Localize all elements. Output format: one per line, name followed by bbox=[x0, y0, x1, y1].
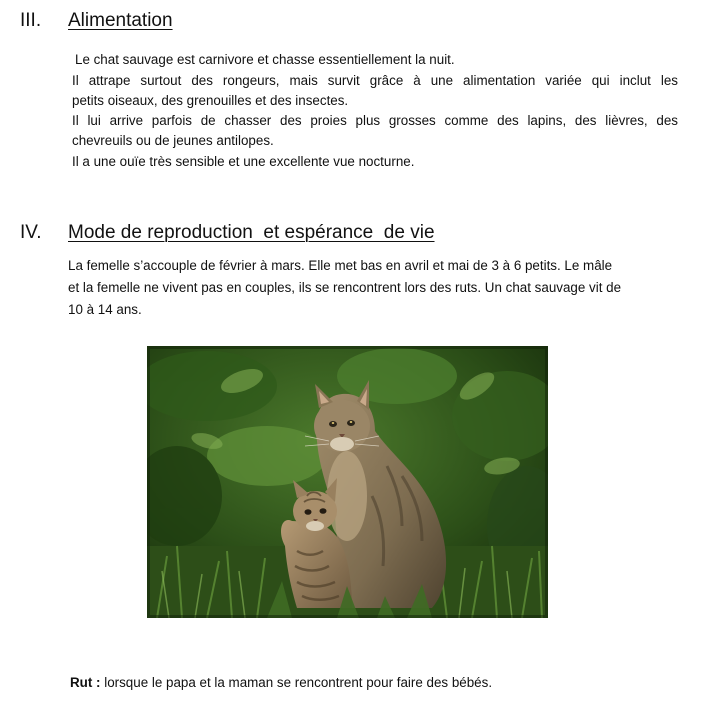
rut-definition-text: lorsque le papa et la maman se rencontrent pour faire des bébés. bbox=[100, 675, 493, 690]
section-4-title: Mode de reproduction et espérance de vie bbox=[68, 222, 435, 243]
section-3-number: III. bbox=[20, 10, 42, 31]
wildcat-photo bbox=[147, 346, 548, 618]
section-3-title: Alimentation bbox=[68, 10, 173, 31]
section-3-line-2: Il attrape surtout des rongeurs, mais survit grâce à une alimentation variée qui inclut les bbox=[72, 73, 678, 88]
section-4-number: IV. bbox=[20, 222, 42, 243]
section-3-line-1: Le chat sauvage est carnivore et chasse essentiellement la nuit. bbox=[75, 52, 455, 67]
rut-definition bbox=[70, 673, 492, 693]
section-4-line-1: La femelle s’accouple de février à mars. Elle met bas en avril et mai de 3 à 6 petits. Le mâle bbox=[68, 258, 613, 273]
section-3-line-4: Il lui arrive parfois de chasser des proies plus grosses comme des lapins, des lièvres, des bbox=[72, 113, 678, 128]
section-3-line-3: petits oiseaux, des grenouilles et des insectes. bbox=[72, 93, 349, 108]
section-4-line-3: 10 à 14 ans. bbox=[68, 302, 142, 317]
section-3-line-5: chevreuils ou de jeunes antilopes. bbox=[72, 133, 274, 148]
section-4-line-2: et la femelle ne vivent pas en couples, ils se rencontrent lors des ruts. Un chat sauvage vit de bbox=[68, 280, 622, 295]
section-3-line-6: Il a une ouïe très sensible et une excellente vue nocturne. bbox=[72, 154, 415, 169]
rut-term: Rut : bbox=[70, 675, 101, 690]
